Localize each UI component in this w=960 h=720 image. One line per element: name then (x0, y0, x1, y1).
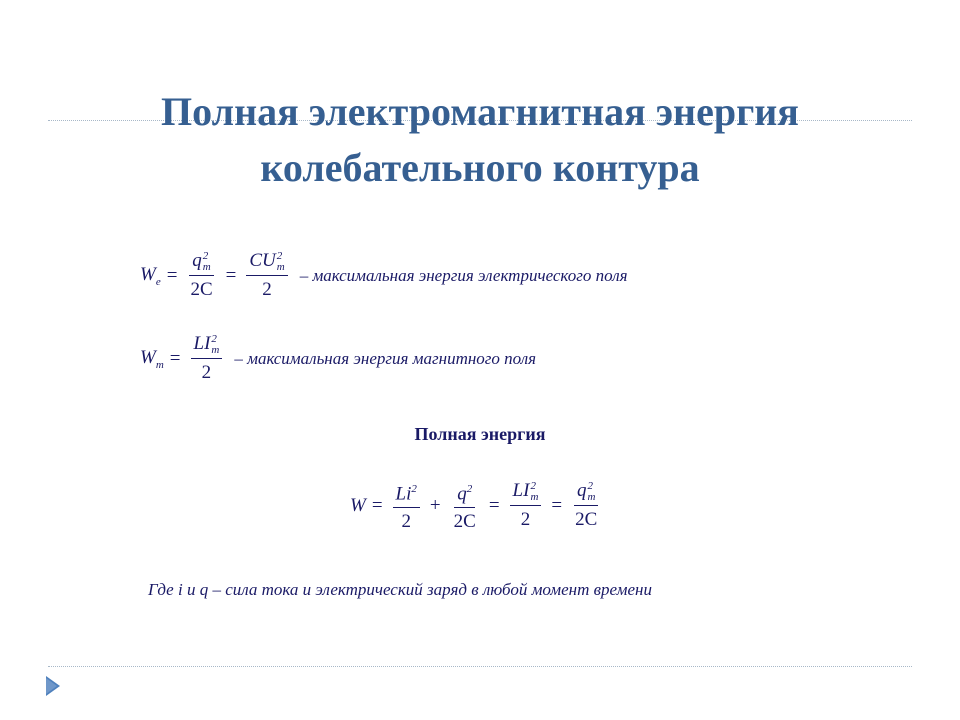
total-energy-equation: W = $\frac{Li^2}{2}$ + $\frac{q^2}{2C}$ = LI 2 m 2 = q 2 m 2C (350, 478, 604, 534)
eq1-fraction-1: q 2 m 2C (190, 249, 213, 300)
title-line-2: колебательного контура (260, 145, 700, 190)
slide-arrow-icon (46, 676, 60, 696)
eq2-lhs: $W_m$ (140, 346, 164, 371)
eq1-description: – максимальная энергия электрического поля (299, 265, 628, 285)
title-line-1: Полная электромагнитная энергия (161, 89, 799, 134)
eq2-description: – максимальная энергия магнитного поля (234, 348, 537, 368)
slide-title (0, 84, 960, 196)
eq3-fraction-2: $\frac{q^2}{2C}$ (451, 478, 479, 534)
bottom-divider (48, 666, 912, 667)
eq3-fraction-4: q 2 m 2C (575, 479, 598, 530)
eq3-fraction-3: LI 2 m 2 (510, 480, 542, 532)
eq1-fraction-2: CU 2 m 2 (246, 250, 287, 302)
eq1-lhs: $W_e$ (140, 263, 161, 288)
eq2-fraction: LI 2 m 2 (191, 333, 223, 385)
electric-energy-equation: $W_e$ = q 2 m 2C = CU 2 m 2 – максимальная энергия электрического поля (140, 249, 628, 300)
footnote: Где i и q – сила тока и электрический заряд в любой момент времени (148, 580, 652, 599)
magnetic-energy-equation: $W_m$ = LI 2 m 2 – максимальная энергия магнитного поля (140, 332, 537, 383)
eq3-fraction-1: $\frac{Li^2}{2}$ (393, 478, 420, 534)
total-energy-heading: Полная энергия (414, 424, 546, 444)
